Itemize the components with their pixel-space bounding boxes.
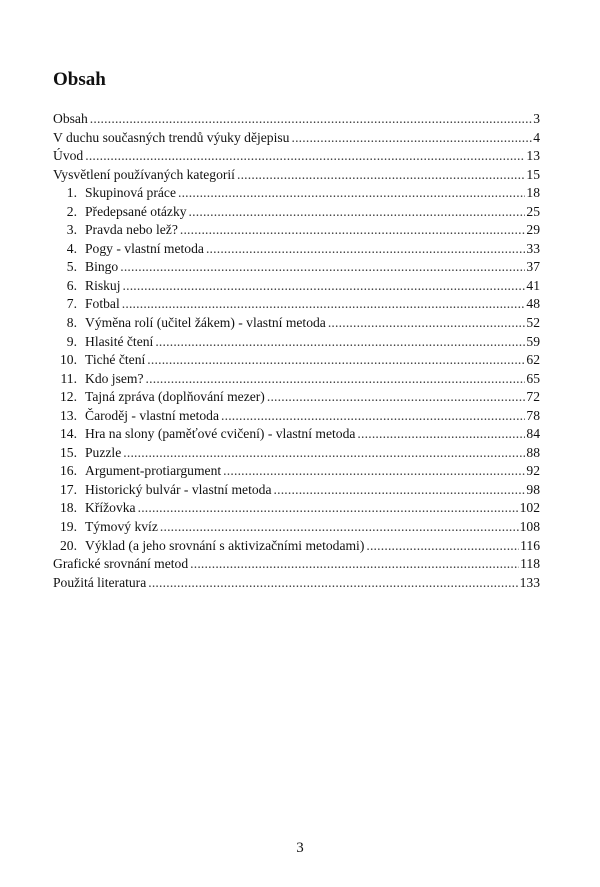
toc-entry-page: 25 xyxy=(526,203,540,219)
toc-leader-dots xyxy=(147,351,525,370)
toc-entry-number: 1. xyxy=(66,185,77,201)
toc-leader-dots xyxy=(120,258,525,277)
toc-entry-number: 2. xyxy=(66,203,77,219)
toc-entry-page: 4 xyxy=(533,129,540,145)
toc-entry xyxy=(53,314,540,333)
toc-entry-page: 18 xyxy=(526,185,540,201)
toc-entry xyxy=(53,518,540,537)
toc-entry xyxy=(53,129,540,148)
toc-entry xyxy=(53,462,540,481)
toc-entry xyxy=(53,555,540,574)
toc-entry-number: 5. xyxy=(66,259,77,275)
toc-entry-page: 78 xyxy=(526,407,540,423)
toc-entry-page: 62 xyxy=(526,352,540,368)
toc-entry-page: 3 xyxy=(533,111,540,126)
toc-entry-number: 11. xyxy=(60,370,77,386)
toc-entry-number: 9. xyxy=(66,333,77,349)
toc-entry xyxy=(53,147,540,166)
toc-leader-dots xyxy=(178,184,525,203)
toc-leader-dots xyxy=(357,425,525,444)
toc-entry-page: 37 xyxy=(526,259,540,275)
toc-entry-label: Křížovka xyxy=(85,500,136,516)
toc-entry xyxy=(53,258,540,277)
toc-entry xyxy=(53,370,540,389)
toc-entry-number: 19. xyxy=(60,519,77,535)
toc-leader-dots xyxy=(90,110,532,129)
toc-entry xyxy=(53,166,540,185)
toc-entry xyxy=(53,481,540,500)
toc-entry-page: 59 xyxy=(526,333,540,349)
toc-entry-page: 72 xyxy=(526,389,540,405)
toc-leader-dots xyxy=(267,388,526,407)
toc-entry-label: Kdo jsem? xyxy=(85,370,144,386)
toc-entry-number: 13. xyxy=(60,407,77,423)
toc-entry-label: Skupinová práce xyxy=(85,185,176,201)
toc-entry xyxy=(53,203,540,222)
toc-entry-label: Pravda nebo lež? xyxy=(85,222,178,238)
toc-entry-label: Hra na slony (paměťové cvičení) - vlastní metoda xyxy=(85,426,356,442)
toc-entry-page: 52 xyxy=(526,315,540,331)
toc-leader-dots xyxy=(291,129,532,148)
toc-entry-label: Riskuj xyxy=(85,277,121,293)
toc-entry-label: Tiché čtení xyxy=(85,352,146,368)
toc-entry-label: Historický bulvár - vlastní metoda xyxy=(85,481,272,497)
toc-entry-page: 88 xyxy=(526,444,540,460)
toc-entry-page: 48 xyxy=(526,296,540,312)
toc-entry-label: Grafické srovnání metod xyxy=(53,556,189,572)
toc-entry-number: 8. xyxy=(66,315,77,331)
toc-leader-dots xyxy=(138,499,519,518)
toc-entry-label: Bingo xyxy=(85,259,119,275)
toc-entry xyxy=(53,295,540,314)
toc-leader-dots xyxy=(85,147,525,166)
toc-entry-page: 108 xyxy=(519,519,540,535)
toc-entry-number: 18. xyxy=(60,500,77,516)
toc-entry-label: Tajná zpráva (doplňování mezer) xyxy=(85,389,265,405)
toc-entry-page: 102 xyxy=(519,500,540,516)
toc-entry-page: 13 xyxy=(526,148,540,164)
toc-entry-number: 20. xyxy=(60,537,77,553)
toc-entry-page: 84 xyxy=(526,426,540,442)
toc-entry-number: 10. xyxy=(60,352,77,368)
toc-entry-label: Argument-protiargument xyxy=(85,463,222,479)
toc-entry-label: Pogy - vlastní metoda xyxy=(85,240,204,256)
toc-entry-page: 29 xyxy=(526,222,540,238)
toc-entry-page: 15 xyxy=(526,166,540,182)
toc-leader-dots xyxy=(189,203,526,222)
toc-leader-dots xyxy=(122,295,526,314)
toc-entry xyxy=(53,444,540,463)
toc-entry-page: 92 xyxy=(526,463,540,479)
toc-leader-dots xyxy=(155,333,525,352)
toc-entry-number: 3. xyxy=(66,222,77,238)
toc-entry-number: 16. xyxy=(60,463,77,479)
toc-leader-dots xyxy=(237,166,525,185)
toc-leader-dots xyxy=(123,277,526,296)
toc-leader-dots xyxy=(223,462,525,481)
toc-entry-page: 118 xyxy=(520,556,540,572)
toc-entry xyxy=(53,240,540,259)
toc-entry xyxy=(53,333,540,352)
toc-entry-number: 4. xyxy=(66,240,77,256)
toc-leader-dots xyxy=(190,555,519,574)
toc-entry-label: Předepsané otázky xyxy=(85,203,187,219)
toc-entry xyxy=(53,537,540,556)
toc-entry-number: 15. xyxy=(60,444,77,460)
toc-leader-dots xyxy=(160,518,519,537)
toc-entry xyxy=(53,221,540,240)
toc-entry xyxy=(53,277,540,296)
toc-leader-dots xyxy=(206,240,525,259)
toc-leader-dots xyxy=(366,537,519,556)
table-of-contents xyxy=(53,110,540,592)
toc-entry-label: Čaroděj - vlastní metoda xyxy=(85,407,220,423)
toc-entry-label: Výklad (a jeho srovnání s aktivizačními metodami) xyxy=(85,537,365,553)
toc-entry-number: 12. xyxy=(60,389,77,405)
toc-entry-label: Hlasité čtení xyxy=(85,333,154,349)
toc-entry-label: Vysvětlení používaných kategorií xyxy=(53,166,235,182)
toc-entry-number: 7. xyxy=(66,296,77,312)
toc-entry-label: Fotbal xyxy=(85,296,120,312)
toc-entry xyxy=(53,110,540,129)
toc-leader-dots xyxy=(180,221,526,240)
toc-leader-dots xyxy=(148,574,518,593)
toc-entry-number: 6. xyxy=(66,277,77,293)
toc-entry-label: Výměna rolí (učitel žákem) - vlastní metoda xyxy=(85,315,326,331)
toc-entry xyxy=(53,407,540,426)
toc-entry-number: 14. xyxy=(60,426,77,442)
toc-entry-label: V duchu současných trendů výuky dějepisu xyxy=(53,129,290,145)
toc-leader-dots xyxy=(221,407,525,426)
toc-entry-page: 133 xyxy=(519,574,540,590)
toc-entry-page: 65 xyxy=(526,370,540,386)
toc-entry xyxy=(53,388,540,407)
toc-leader-dots xyxy=(146,370,526,389)
toc-entry-label: Úvod xyxy=(53,148,84,164)
page-title: Obsah xyxy=(53,69,106,90)
toc-entry-label: Obsah xyxy=(53,111,88,126)
toc-leader-dots xyxy=(123,444,525,463)
toc-entry xyxy=(53,351,540,370)
toc-entry xyxy=(53,574,540,593)
toc-entry-page: 41 xyxy=(526,277,540,293)
toc-entry-page: 98 xyxy=(526,481,540,497)
toc-entry xyxy=(53,499,540,518)
toc-entry xyxy=(53,184,540,203)
toc-entry-page: 33 xyxy=(526,240,540,256)
toc-entry-label: Použitá literatura xyxy=(53,574,147,590)
toc-entry-label: Puzzle xyxy=(85,444,122,460)
page-number: 3 xyxy=(296,840,304,856)
toc-entry-label: Týmový kvíz xyxy=(85,519,158,535)
toc-entry-page: 116 xyxy=(520,537,540,553)
toc-leader-dots xyxy=(328,314,526,333)
toc-entry xyxy=(53,425,540,444)
toc-entry-number: 17. xyxy=(60,481,77,497)
toc-leader-dots xyxy=(274,481,526,500)
